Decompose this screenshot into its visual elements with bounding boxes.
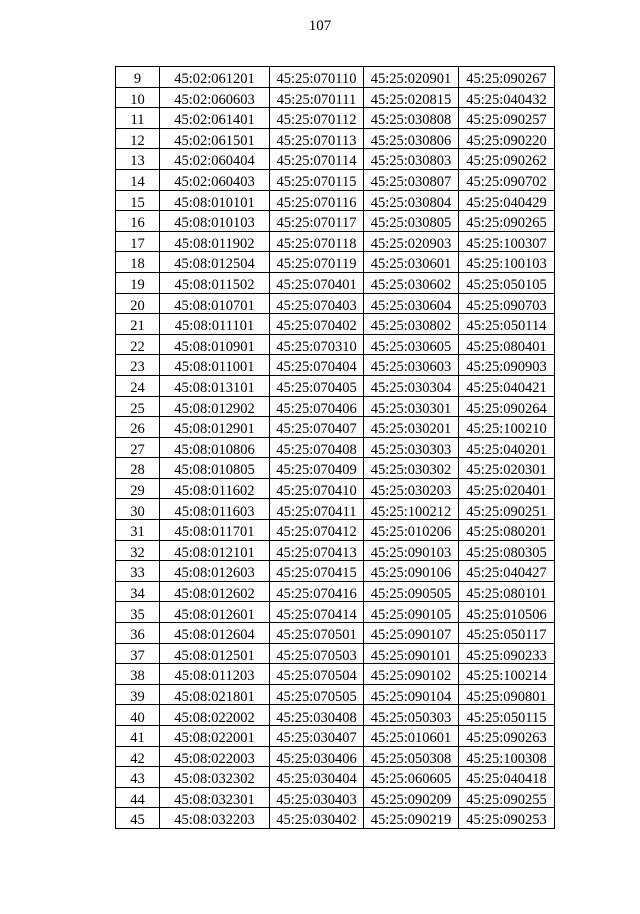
cadastral-number-cell: 45:25:100214 xyxy=(459,664,555,685)
cadastral-number-cell: 45:25:060605 xyxy=(364,767,459,788)
cadastral-number-cell: 45:08:012603 xyxy=(160,561,270,582)
cadastral-number-cell: 45:25:080201 xyxy=(459,520,555,541)
cadastral-number-cell: 45:25:050105 xyxy=(459,272,555,293)
cadastral-number-cell: 45:25:070405 xyxy=(270,375,364,396)
cadastral-number-cell: 45:25:040432 xyxy=(459,87,555,108)
cadastral-number-cell: 45:25:070416 xyxy=(270,581,364,602)
cadastral-number-cell: 45:25:030303 xyxy=(364,437,459,458)
cadastral-number-cell: 45:25:030404 xyxy=(270,767,364,788)
table-row xyxy=(116,293,555,314)
cadastral-number-cell: 45:25:030201 xyxy=(364,417,459,438)
page-number: 107 xyxy=(308,18,332,34)
cadastral-number-cell: 45:25:090265 xyxy=(459,211,555,232)
cadastral-number-cell: 45:25:030406 xyxy=(270,746,364,767)
table-row xyxy=(116,355,555,376)
cadastral-number-cell: 45:25:070402 xyxy=(270,314,364,335)
table-row xyxy=(116,252,555,273)
cadastral-number-cell: 45:08:011101 xyxy=(160,314,270,335)
cadastral-number-cell: 45:25:070117 xyxy=(270,211,364,232)
cadastral-number-cell: 45:08:011603 xyxy=(160,499,270,520)
cadastral-number-cell: 45:08:021801 xyxy=(160,684,270,705)
row-number-cell: 37 xyxy=(116,643,160,664)
cadastral-number-cell: 45:25:090702 xyxy=(459,169,555,190)
table-row xyxy=(116,478,555,499)
cadastral-number-cell: 45:25:070415 xyxy=(270,561,364,582)
cadastral-number-cell: 45:25:070409 xyxy=(270,458,364,479)
table-row xyxy=(116,540,555,561)
cadastral-number-cell: 45:02:060403 xyxy=(160,169,270,190)
row-number-cell: 41 xyxy=(116,726,160,747)
cadastral-number-cell: 45:02:061401 xyxy=(160,108,270,129)
cadastral-number-cell: 45:25:090257 xyxy=(459,108,555,129)
cadastral-number-cell: 45:08:012901 xyxy=(160,417,270,438)
row-number-cell: 20 xyxy=(116,293,160,314)
row-number-cell: 35 xyxy=(116,602,160,623)
cadastral-number-cell: 45:08:032301 xyxy=(160,787,270,808)
table-row xyxy=(116,314,555,335)
row-number-cell: 32 xyxy=(116,540,160,561)
cadastral-number-cell: 45:08:012602 xyxy=(160,581,270,602)
cadastral-number-cell: 45:25:100307 xyxy=(459,231,555,252)
cadastral-number-cell: 45:25:030604 xyxy=(364,293,459,314)
cadastral-number-cell: 45:08:012501 xyxy=(160,643,270,664)
row-number-cell: 13 xyxy=(116,149,160,170)
cadastral-number-cell: 45:25:030304 xyxy=(364,375,459,396)
table-row xyxy=(116,396,555,417)
cadastral-number-cell: 45:25:030807 xyxy=(364,169,459,190)
cadastral-number-cell: 45:25:090255 xyxy=(459,787,555,808)
cadastral-number-cell: 45:08:011701 xyxy=(160,520,270,541)
cadastral-number-cell: 45:25:070504 xyxy=(270,664,364,685)
cadastral-number-cell: 45:25:030301 xyxy=(364,396,459,417)
row-number-cell: 30 xyxy=(116,499,160,520)
cadastral-number-cell: 45:08:010103 xyxy=(160,211,270,232)
row-number-cell: 19 xyxy=(116,272,160,293)
table-row xyxy=(116,67,555,88)
table-row xyxy=(116,190,555,211)
table-row xyxy=(116,458,555,479)
cadastral-number-cell: 45:08:012604 xyxy=(160,623,270,644)
cadastral-number-cell: 45:08:010901 xyxy=(160,334,270,355)
table-row xyxy=(116,520,555,541)
row-number-cell: 22 xyxy=(116,334,160,355)
cadastral-number-cell: 45:25:070119 xyxy=(270,252,364,273)
cadastral-number-cell: 45:08:012504 xyxy=(160,252,270,273)
cadastral-number-cell: 45:25:030804 xyxy=(364,190,459,211)
cadastral-number-cell: 45:25:070112 xyxy=(270,108,364,129)
cadastral-number-cell: 45:25:030203 xyxy=(364,478,459,499)
cadastral-number-cell: 45:02:061501 xyxy=(160,128,270,149)
cadastral-number-cell: 45:25:030302 xyxy=(364,458,459,479)
cadastral-number-cell: 45:25:090233 xyxy=(459,643,555,664)
table-row xyxy=(116,417,555,438)
cadastral-number-cell: 45:25:070310 xyxy=(270,334,364,355)
cadastral-number-cell: 45:25:050303 xyxy=(364,705,459,726)
cadastral-number-cell: 45:08:011203 xyxy=(160,664,270,685)
cadastral-number-cell: 45:25:070413 xyxy=(270,540,364,561)
cadastral-table-body xyxy=(116,67,555,829)
cadastral-number-cell: 45:25:080101 xyxy=(459,581,555,602)
row-number-cell: 23 xyxy=(116,355,160,376)
cadastral-number-cell: 45:25:070404 xyxy=(270,355,364,376)
cadastral-number-cell: 45:25:020903 xyxy=(364,231,459,252)
table-row xyxy=(116,767,555,788)
table-row xyxy=(116,334,555,355)
cadastral-number-cell: 45:25:070503 xyxy=(270,643,364,664)
row-number-cell: 38 xyxy=(116,664,160,685)
cadastral-number-cell: 45:25:030806 xyxy=(364,128,459,149)
cadastral-number-cell: 45:25:070411 xyxy=(270,499,364,520)
table-row xyxy=(116,746,555,767)
row-number-cell: 21 xyxy=(116,314,160,335)
table-row xyxy=(116,272,555,293)
cadastral-number-cell: 45:25:010206 xyxy=(364,520,459,541)
cadastral-number-cell: 45:25:030407 xyxy=(270,726,364,747)
cadastral-number-cell: 45:25:070401 xyxy=(270,272,364,293)
cadastral-number-cell: 45:25:070412 xyxy=(270,520,364,541)
row-number-cell: 26 xyxy=(116,417,160,438)
cadastral-number-cell: 45:25:030802 xyxy=(364,314,459,335)
cadastral-number-cell: 45:25:090103 xyxy=(364,540,459,561)
cadastral-number-cell: 45:25:100210 xyxy=(459,417,555,438)
row-number-cell: 43 xyxy=(116,767,160,788)
cadastral-number-cell: 45:25:090703 xyxy=(459,293,555,314)
cadastral-number-cell: 45:25:040429 xyxy=(459,190,555,211)
cadastral-number-cell: 45:25:070501 xyxy=(270,623,364,644)
cadastral-number-cell: 45:25:070407 xyxy=(270,417,364,438)
table-row xyxy=(116,561,555,582)
row-number-cell: 16 xyxy=(116,211,160,232)
cadastral-number-cell: 45:25:070410 xyxy=(270,478,364,499)
row-number-cell: 44 xyxy=(116,787,160,808)
cadastral-number-cell: 45:25:090264 xyxy=(459,396,555,417)
cadastral-number-cell: 45:25:030605 xyxy=(364,334,459,355)
cadastral-number-cell: 45:25:070110 xyxy=(270,67,364,88)
cadastral-number-cell: 45:25:040421 xyxy=(459,375,555,396)
cadastral-number-cell: 45:25:090106 xyxy=(364,561,459,582)
cadastral-number-cell: 45:25:070414 xyxy=(270,602,364,623)
table-row xyxy=(116,623,555,644)
table-row xyxy=(116,375,555,396)
row-number-cell: 34 xyxy=(116,581,160,602)
cadastral-number-cell: 45:08:011001 xyxy=(160,355,270,376)
cadastral-number-cell: 45:02:060404 xyxy=(160,149,270,170)
cadastral-number-cell: 45:25:070406 xyxy=(270,396,364,417)
table-row xyxy=(116,87,555,108)
cadastral-number-cell: 45:25:050114 xyxy=(459,314,555,335)
cadastral-number-cell: 45:25:030601 xyxy=(364,252,459,273)
cadastral-number-cell: 45:25:100103 xyxy=(459,252,555,273)
row-number-cell: 14 xyxy=(116,169,160,190)
table-row xyxy=(116,211,555,232)
cadastral-number-cell: 45:08:010701 xyxy=(160,293,270,314)
cadastral-number-cell: 45:25:070403 xyxy=(270,293,364,314)
row-number-cell: 11 xyxy=(116,108,160,129)
cadastral-number-cell: 45:08:032302 xyxy=(160,767,270,788)
cadastral-number-cell: 45:25:090262 xyxy=(459,149,555,170)
table-row xyxy=(116,149,555,170)
table-row xyxy=(116,787,555,808)
row-number-cell: 31 xyxy=(116,520,160,541)
cadastral-number-cell: 45:25:090104 xyxy=(364,684,459,705)
cadastral-number-cell: 45:25:040201 xyxy=(459,437,555,458)
cadastral-number-cell: 45:25:040427 xyxy=(459,561,555,582)
cadastral-number-cell: 45:25:070505 xyxy=(270,684,364,705)
cadastral-number-cell: 45:25:050308 xyxy=(364,746,459,767)
table-row xyxy=(116,664,555,685)
cadastral-number-cell: 45:02:060603 xyxy=(160,87,270,108)
cadastral-number-cell: 45:25:050115 xyxy=(459,705,555,726)
cadastral-number-cell: 45:25:100212 xyxy=(364,499,459,520)
table-row xyxy=(116,808,555,829)
table-row xyxy=(116,128,555,149)
cadastral-number-cell: 45:25:040418 xyxy=(459,767,555,788)
cadastral-number-cell: 45:25:090903 xyxy=(459,355,555,376)
row-number-cell: 27 xyxy=(116,437,160,458)
cadastral-number-cell: 45:08:012601 xyxy=(160,602,270,623)
cadastral-number-cell: 45:25:080401 xyxy=(459,334,555,355)
cadastral-number-cell: 45:08:022002 xyxy=(160,705,270,726)
row-number-cell: 36 xyxy=(116,623,160,644)
cadastral-number-cell: 45:25:010506 xyxy=(459,602,555,623)
cadastral-number-cell: 45:25:030808 xyxy=(364,108,459,129)
cadastral-number-cell: 45:25:010601 xyxy=(364,726,459,747)
row-number-cell: 12 xyxy=(116,128,160,149)
cadastral-number-cell: 45:08:012902 xyxy=(160,396,270,417)
cadastral-number-cell: 45:25:020901 xyxy=(364,67,459,88)
row-number-cell: 25 xyxy=(116,396,160,417)
table-row xyxy=(116,684,555,705)
cadastral-number-cell: 45:25:050117 xyxy=(459,623,555,644)
cadastral-number-cell: 45:25:070116 xyxy=(270,190,364,211)
cadastral-number-cell: 45:25:070114 xyxy=(270,149,364,170)
row-number-cell: 39 xyxy=(116,684,160,705)
table-row xyxy=(116,437,555,458)
cadastral-number-cell: 45:08:010806 xyxy=(160,437,270,458)
cadastral-number-cell: 45:25:070111 xyxy=(270,87,364,108)
table-row xyxy=(116,581,555,602)
cadastral-number-cell: 45:25:070113 xyxy=(270,128,364,149)
cadastral-number-cell: 45:25:080305 xyxy=(459,540,555,561)
cadastral-number-cell: 45:08:010101 xyxy=(160,190,270,211)
cadastral-number-cell: 45:25:030408 xyxy=(270,705,364,726)
cadastral-number-cell: 45:25:090209 xyxy=(364,787,459,808)
cadastral-number-cell: 45:25:020815 xyxy=(364,87,459,108)
table-row xyxy=(116,169,555,190)
table-row xyxy=(116,231,555,252)
cadastral-number-cell: 45:08:032203 xyxy=(160,808,270,829)
table-row xyxy=(116,108,555,129)
cadastral-number-cell: 45:25:030805 xyxy=(364,211,459,232)
cadastral-number-cell: 45:25:090101 xyxy=(364,643,459,664)
row-number-cell: 33 xyxy=(116,561,160,582)
cadastral-number-cell: 45:08:013101 xyxy=(160,375,270,396)
cadastral-number-cell: 45:25:030603 xyxy=(364,355,459,376)
cadastral-number-cell: 45:25:090267 xyxy=(459,67,555,88)
cadastral-number-cell: 45:25:030803 xyxy=(364,149,459,170)
row-number-cell: 10 xyxy=(116,87,160,108)
cadastral-number-cell: 45:25:030602 xyxy=(364,272,459,293)
table-row xyxy=(116,643,555,664)
cadastral-table xyxy=(115,66,555,829)
cadastral-number-cell: 45:08:011502 xyxy=(160,272,270,293)
cadastral-number-cell: 45:25:090220 xyxy=(459,128,555,149)
cadastral-number-cell: 45:25:090505 xyxy=(364,581,459,602)
cadastral-number-cell: 45:02:061201 xyxy=(160,67,270,88)
cadastral-number-cell: 45:25:070115 xyxy=(270,169,364,190)
cadastral-number-cell: 45:25:070408 xyxy=(270,437,364,458)
cadastral-number-cell: 45:25:030403 xyxy=(270,787,364,808)
cadastral-number-cell: 45:08:022003 xyxy=(160,746,270,767)
cadastral-number-cell: 45:08:011602 xyxy=(160,478,270,499)
table-row xyxy=(116,705,555,726)
row-number-cell: 18 xyxy=(116,252,160,273)
row-number-cell: 24 xyxy=(116,375,160,396)
cadastral-number-cell: 45:25:070118 xyxy=(270,231,364,252)
table-row xyxy=(116,726,555,747)
cadastral-number-cell: 45:25:090263 xyxy=(459,726,555,747)
cadastral-number-cell: 45:08:010805 xyxy=(160,458,270,479)
cadastral-number-cell: 45:25:090105 xyxy=(364,602,459,623)
row-number-cell: 15 xyxy=(116,190,160,211)
table-row xyxy=(116,499,555,520)
row-number-cell: 28 xyxy=(116,458,160,479)
cadastral-number-cell: 45:25:090219 xyxy=(364,808,459,829)
cadastral-number-cell: 45:25:090253 xyxy=(459,808,555,829)
cadastral-number-cell: 45:25:100308 xyxy=(459,746,555,767)
row-number-cell: 9 xyxy=(116,67,160,88)
cadastral-number-cell: 45:25:090251 xyxy=(459,499,555,520)
cadastral-number-cell: 45:25:090102 xyxy=(364,664,459,685)
cadastral-number-cell: 45:25:020301 xyxy=(459,458,555,479)
cadastral-number-cell: 45:25:020401 xyxy=(459,478,555,499)
table-row xyxy=(116,602,555,623)
row-number-cell: 17 xyxy=(116,231,160,252)
row-number-cell: 29 xyxy=(116,478,160,499)
cadastral-number-cell: 45:25:090801 xyxy=(459,684,555,705)
cadastral-number-cell: 45:25:090107 xyxy=(364,623,459,644)
cadastral-number-cell: 45:25:030402 xyxy=(270,808,364,829)
row-number-cell: 45 xyxy=(116,808,160,829)
cadastral-number-cell: 45:08:011902 xyxy=(160,231,270,252)
cadastral-number-cell: 45:08:022001 xyxy=(160,726,270,747)
cadastral-number-cell: 45:08:012101 xyxy=(160,540,270,561)
row-number-cell: 42 xyxy=(116,746,160,767)
row-number-cell: 40 xyxy=(116,705,160,726)
